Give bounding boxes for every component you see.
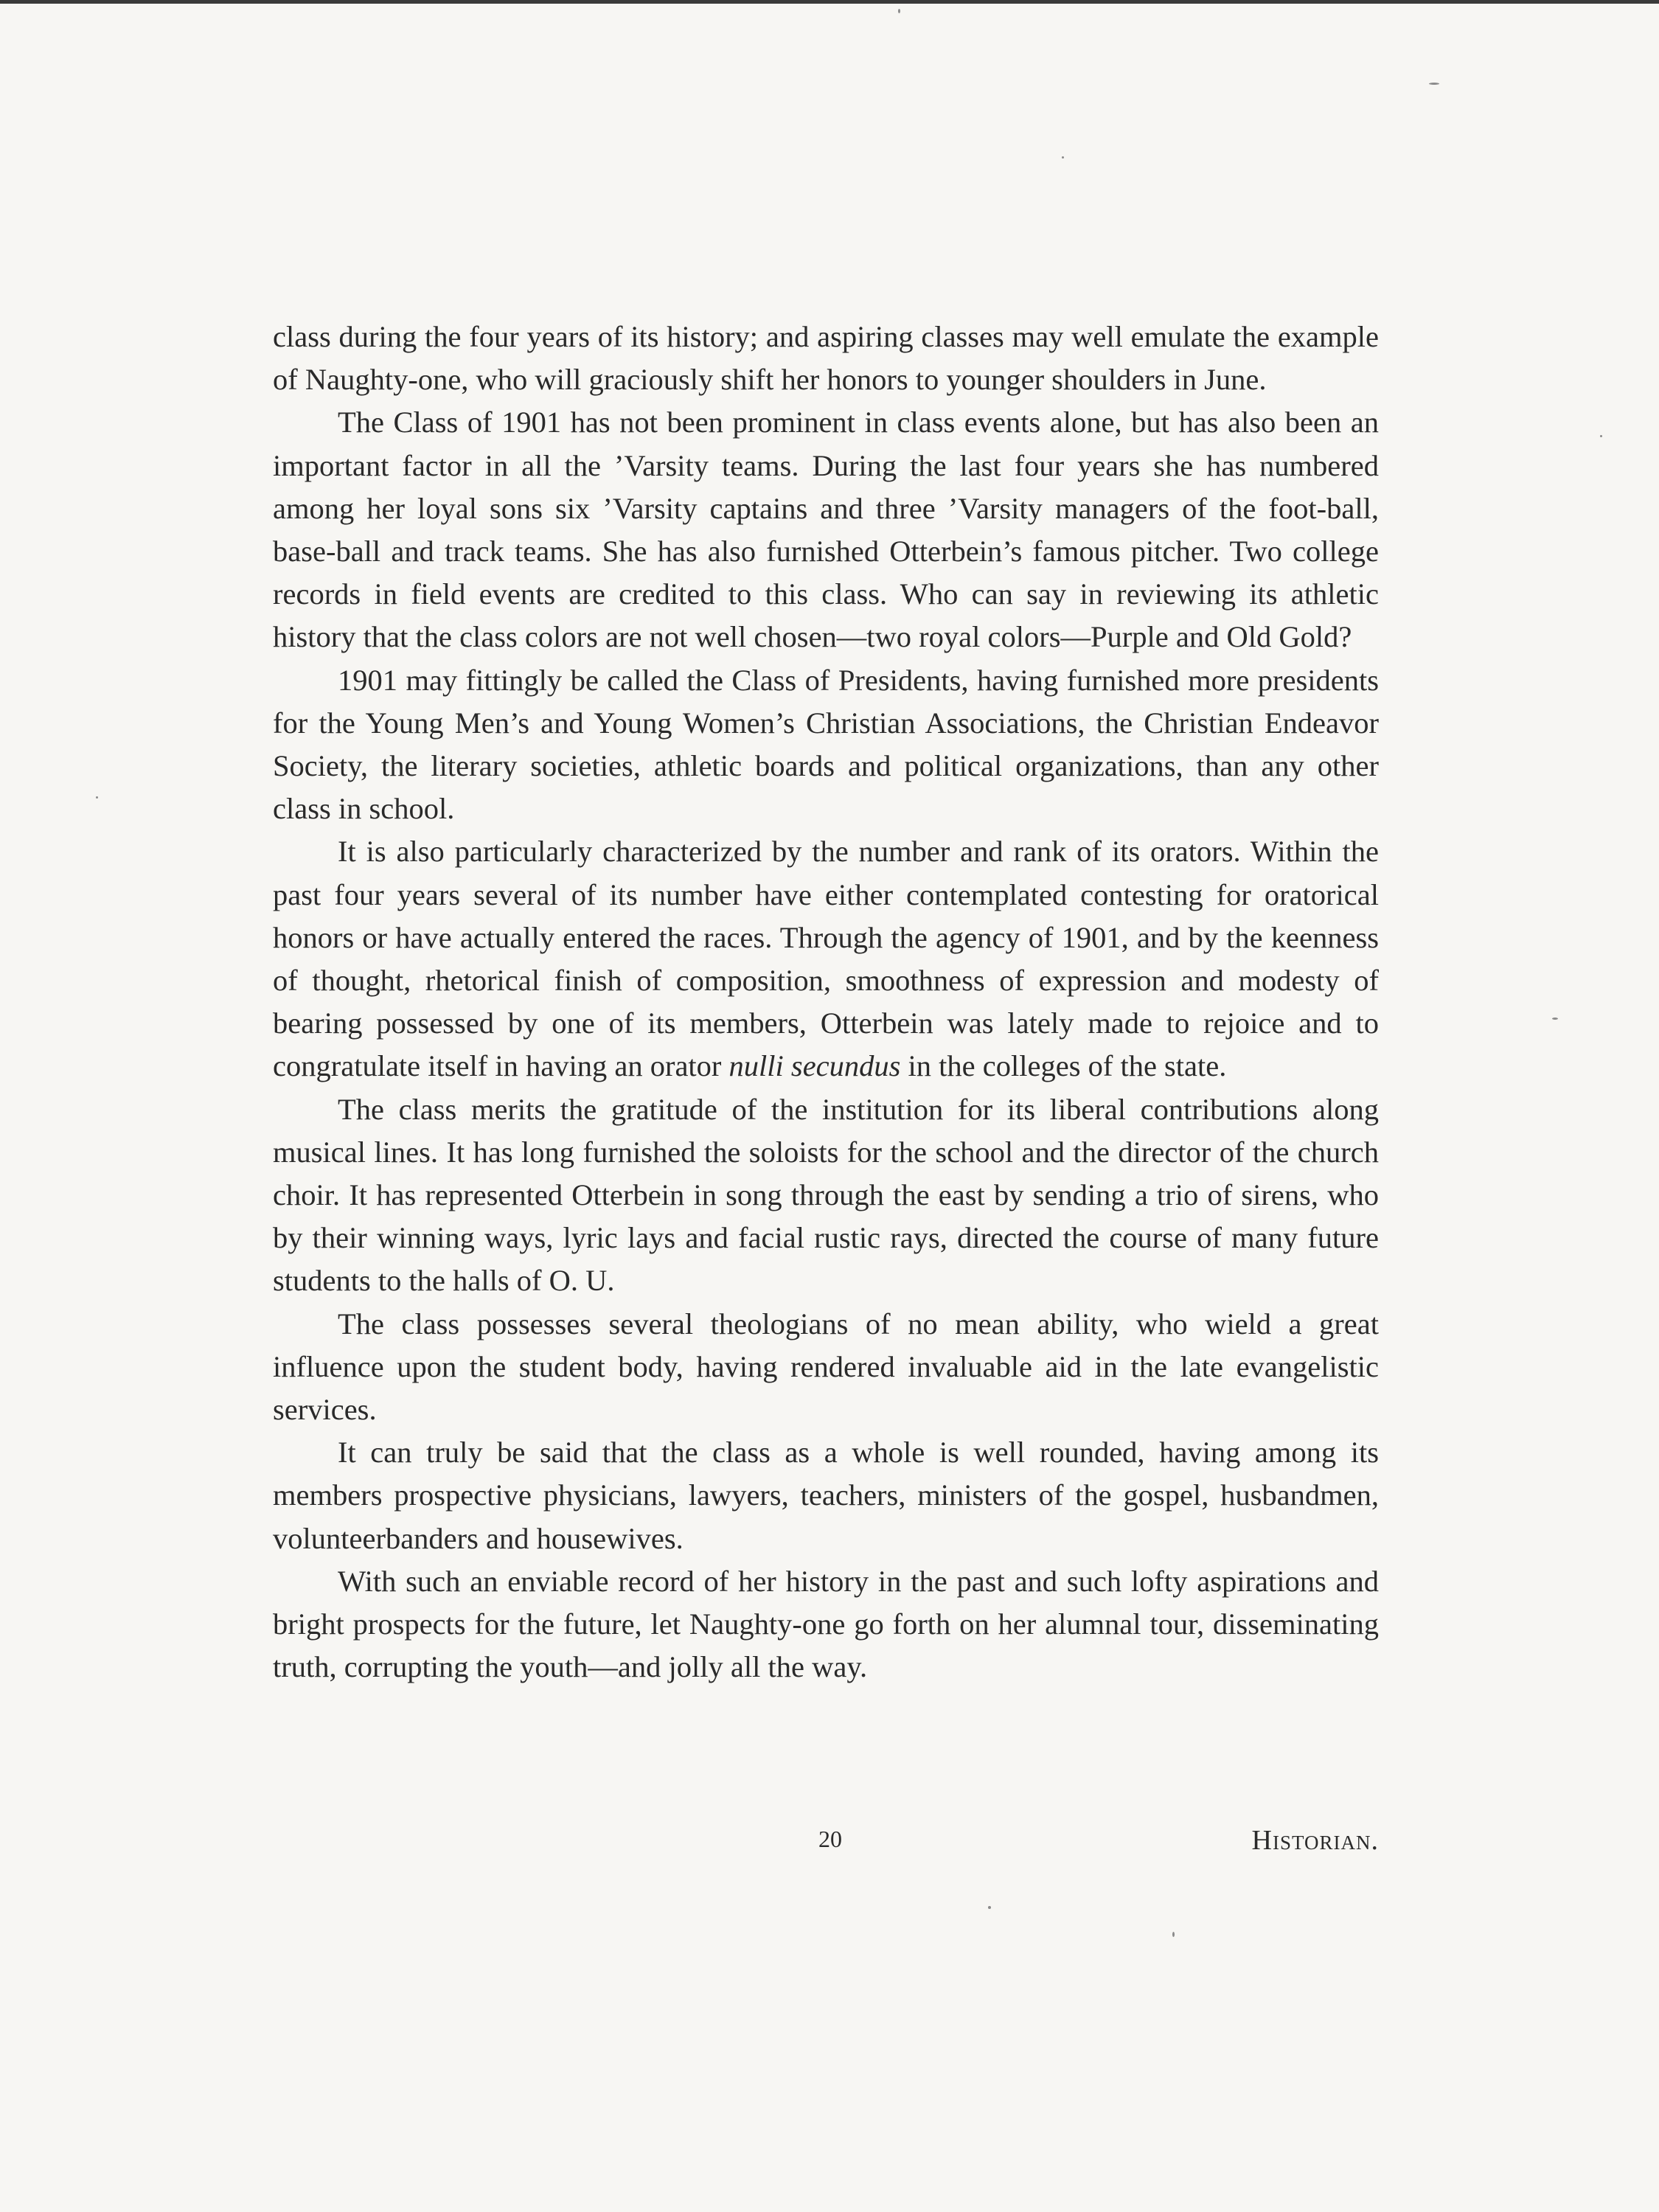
paragraph-text: class during the four years of its history; and aspiring classes may well emulate the example of Naughty-one, who will graciously shift her honors to younger shoulders in June.	[273, 320, 1379, 397]
paragraph	[273, 1303, 1379, 1432]
page-number: 20	[818, 1826, 842, 1852]
paragraph-text: It can truly be said that the class as a whole is well rounded, having among its members prospective physicians, lawyers, teachers, ministers of the gospel, husbandmen, volunteerbanders and housewives.	[273, 1436, 1379, 1555]
italic-phrase: nulli secundus	[728, 1049, 901, 1083]
paragraph	[273, 659, 1379, 831]
scan-speck	[1172, 1932, 1175, 1937]
paragraph-text: The class possesses several theologians of no mean ability, who wield a great influence upon the student body, having rendered invaluable aid in the late evangelistic services.	[273, 1307, 1379, 1427]
paragraph	[273, 1431, 1379, 1560]
scan-speck	[1552, 1018, 1558, 1020]
scan-top-edge	[0, 0, 1659, 4]
body-text	[273, 316, 1379, 1689]
paragraph	[273, 830, 1379, 1088]
paragraph-text: 1901 may fittingly be called the Class of Presidents, having furnished more presidents for the Young Men’s and Young Women’s Christian Associations, the Christian Endeavor Society, the literary societies, athletic boards and political organizations, than any other class in school.	[273, 663, 1379, 826]
paragraph-text: in the colleges of the state.	[900, 1049, 1227, 1083]
page-footer	[273, 1818, 1379, 1863]
paragraph	[273, 1088, 1379, 1303]
paragraph-text: The class merits the gratitude of the institution for its liberal contributions along musical lines. It has long furnished the soloists for the school and the director of the church choir. It has represented Otterbein in song through the east by sending a trio of sirens, who by their winning ways, lyric lays and facial rustic rays, directed the course of many future students to the halls of O. U.	[273, 1092, 1379, 1298]
scan-speck	[96, 796, 98, 799]
paragraph-text: With such an enviable record of her history in the past and such lofty aspirations and bright prospects for the future, let Naughty-one go forth on her alumnal tour, disseminating truth, corrupting the youth—and jolly all the way.	[273, 1564, 1379, 1684]
scan-speck	[898, 9, 900, 13]
author-signature: Historian.	[1251, 1825, 1379, 1856]
paragraph-text: The Class of 1901 has not been prominent in class events alone, but has also been an important factor in all the ’Varsity teams. During the last four years she has numbered among her loyal sons six ’Varsity captains and three ’Varsity managers of the foot-ball, base-ball and track teams. She has also furnished Otterbein’s famous pitcher. Two college records in field events are credited to this class. Who can say in reviewing its athletic history that the class colors are not well chosen—two royal colors—Purple and Old Gold?	[273, 406, 1379, 654]
scan-speck	[1429, 83, 1439, 85]
paragraph	[273, 401, 1379, 658]
paragraph	[273, 316, 1379, 401]
scan-speck	[1062, 156, 1064, 159]
scan-speck	[1600, 435, 1602, 437]
paragraph-text: It is also particularly characterized by the number and rank of its orators. Within the past four years several of its number have either contemplated contesting for oratorical honors or have actually entered the races. Through the agency of 1901, and by the keenness of thought, rhetorical finish of composition, smoothness of expression and modesty of bearing possessed by one of its members, Otterbein was lately made to rejoice and to congratulate itself in having an orator	[273, 835, 1379, 1083]
scan-speck	[988, 1906, 991, 1909]
paragraph	[273, 1560, 1379, 1689]
